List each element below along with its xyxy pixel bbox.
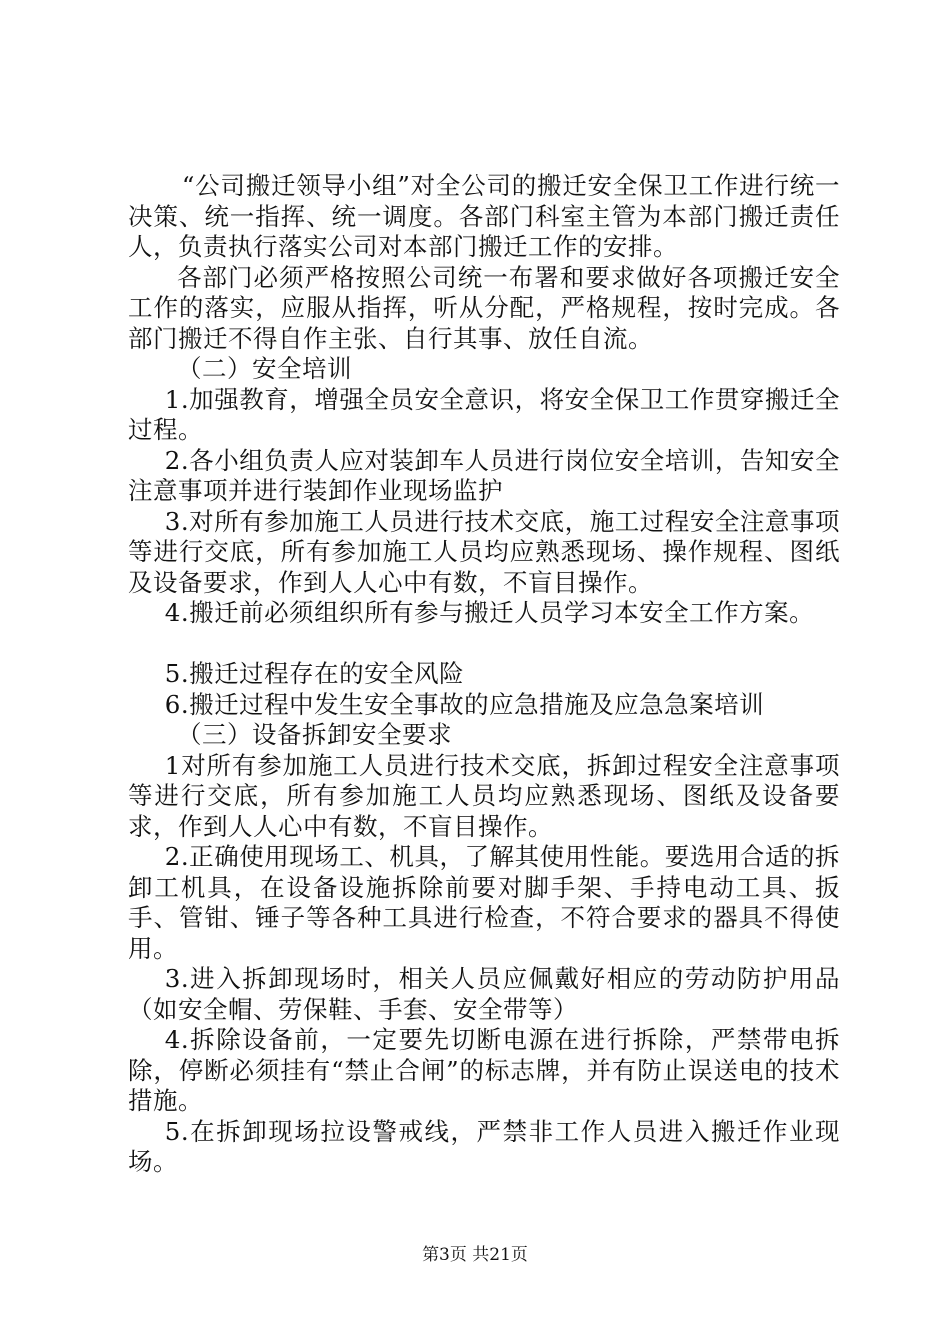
dismantling-item-5: 5.在拆卸现场拉设警戒线，严禁非工作人员进入搬迁作业现场。 bbox=[128, 1116, 840, 1176]
paragraph-gap bbox=[128, 629, 840, 660]
paragraph-leadership-group: “公司搬迁领导小组”对全公司的搬迁安全保卫工作进行统一决策、统一指挥、统一调度。各部门科室主管为本部门搬迁责任人，负责执行落实公司对本部门搬迁工作的安排。 bbox=[128, 171, 840, 261]
training-item-1: 1.加强教育，增强全员安全意识，将安全保卫工作贯穿搬迁全过程。 bbox=[128, 384, 840, 444]
section-heading-equipment-dismantling: （三）设备拆卸安全要求 bbox=[177, 720, 452, 749]
training-item-3: 3.对所有参加施工人员进行技术交底，施工过程安全注意事项等进行交底，所有参加施工人员均应熟悉现场、操作规程、图纸及设备要求，作到人人心中有数，不盲目操作。 bbox=[128, 506, 840, 597]
paragraph-department-duties: 各部门必须严格按照公司统一布署和要求做好各项搬迁安全工作的落实，应服从指挥，听从分配，严格规程，按时完成。各部门搬迁不得自作主张、自行其事、放任自流。 bbox=[128, 262, 840, 353]
dismantling-item-1: 1对所有参加施工人员进行技术交底，拆卸过程安全注意事项等进行交底，所有参加施工人员均应熟悉现场、图纸及设备要求，作到人人心中有数，不盲目操作。 bbox=[128, 750, 840, 841]
dismantling-item-3: 3.进入拆卸现场时，相关人员应佩戴好相应的劳动防护用品（如安全帽、劳保鞋、手套、安全带等） bbox=[128, 964, 840, 1024]
dismantling-item-4: 4.拆除设备前，一定要先切断电源在进行拆除，严禁带电拆除，停断必须挂有“禁止合闸”的标志牌，并有防止误送电的技术措施。 bbox=[128, 1025, 840, 1115]
document-body bbox=[128, 171, 840, 1178]
page-number-label: 第3页 共21页 bbox=[422, 1245, 528, 1265]
training-item-2: 2.各小组负责人应对装卸车人员进行岗位安全培训，告知安全注意事项并进行装卸作业现场监护 bbox=[128, 445, 840, 505]
training-item-5: 5.搬迁过程存在的安全风险 bbox=[164, 659, 465, 688]
section-heading-safety-training: （二）安全培训 bbox=[177, 354, 352, 383]
page-footer bbox=[0, 1240, 950, 1265]
training-item-6: 6.搬迁过程中发生安全事故的应急措施及应急急案培训 bbox=[164, 689, 765, 719]
dismantling-item-2: 2.正确使用现场工、机具，了解其使用性能。要选用合适的拆卸工机具，在设备设施拆除前要对脚手架、手持电动工具、扳手、管钳、锤子等各种工具进行检查，不符合要求的器具不得使用。 bbox=[128, 842, 840, 963]
training-item-4: 4.搬迁前必须组织所有参与搬迁人员学习本安全工作方案。 bbox=[164, 598, 815, 627]
